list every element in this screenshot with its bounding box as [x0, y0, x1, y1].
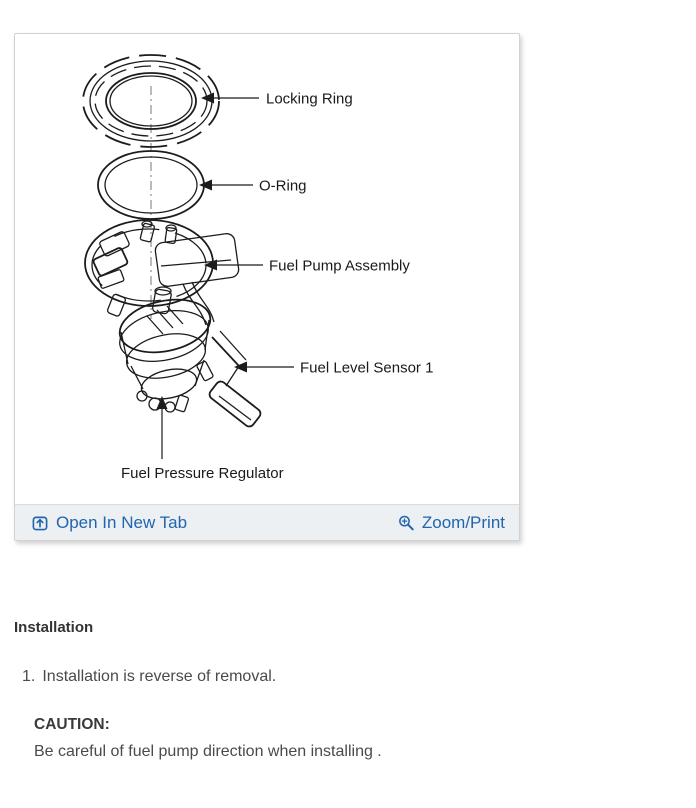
step-text: Installation is reverse of removal. [42, 668, 277, 685]
o-ring-label: O-Ring [259, 177, 307, 195]
step-number: 1. [22, 668, 36, 685]
open-in-new-tab-label: Open In New Tab [56, 513, 188, 532]
fuel-pump-exploded-diagram [15, 34, 519, 504]
fuel-pressure-regulator-callout [121, 396, 284, 482]
locking-ring-callout [201, 91, 353, 108]
step-item [22, 668, 276, 686]
figure-diagram [15, 34, 519, 504]
figure-card [14, 33, 520, 541]
fuel-pressure-regulator-label: Fuel Pressure Regulator [121, 465, 284, 482]
caution-label: CAUTION: [34, 716, 110, 733]
fuel-level-sensor-drawing [208, 331, 263, 429]
zoom-print-link[interactable] [397, 514, 505, 532]
fuel-pump-assembly-callout [204, 258, 410, 275]
o-ring-callout [199, 178, 307, 195]
fuel-level-sensor-callout [234, 360, 433, 377]
magnifier-plus-icon [397, 514, 415, 532]
zoom-print-label: Zoom/Print [421, 513, 505, 532]
caution-block [34, 716, 382, 761]
locking-ring-label: Locking Ring [266, 90, 353, 108]
open-in-new-tab-link[interactable] [31, 514, 187, 532]
section-title: Installation [14, 619, 94, 636]
figure-toolbar [15, 504, 519, 540]
fuel-pump-assembly-label: Fuel Pump Assembly [269, 257, 410, 275]
fuel-level-sensor-label: Fuel Level Sensor 1 [300, 359, 434, 377]
box-arrow-up-icon [31, 514, 49, 532]
caution-text: Be careful of fuel pump direction when installing . [34, 743, 382, 760]
